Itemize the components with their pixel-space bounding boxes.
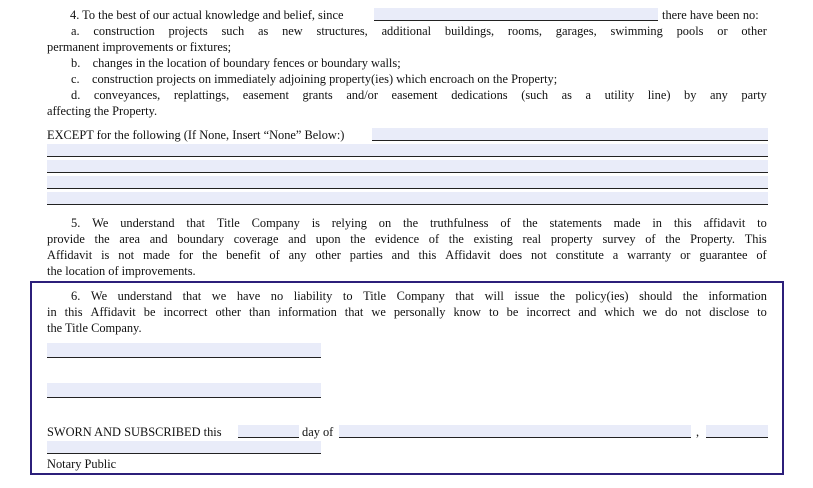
- except-field-2[interactable]: [47, 144, 768, 157]
- word: to: [757, 216, 767, 230]
- word: other: [741, 24, 767, 38]
- word: this: [64, 305, 83, 319]
- word: of: [500, 216, 511, 230]
- word: Property.: [690, 232, 736, 246]
- item5-line2: [47, 232, 767, 247]
- word: does: [499, 248, 523, 262]
- word: grants: [302, 88, 333, 102]
- word: understand: [117, 289, 173, 303]
- word: of: [269, 248, 280, 262]
- item4-d-line2: affecting the Property.: [47, 104, 158, 118]
- item4-b: b. changes in the location of boundary fences or boundary walls;: [71, 56, 401, 70]
- word: pools: [676, 24, 704, 38]
- word: to: [342, 289, 353, 303]
- item5-line1: [71, 216, 767, 231]
- word: provide: [47, 232, 85, 246]
- except-field-1[interactable]: [372, 128, 768, 141]
- word: easement: [391, 88, 438, 102]
- word: the: [448, 232, 464, 246]
- word: the: [549, 289, 565, 303]
- word: not: [118, 248, 135, 262]
- word: do: [665, 305, 678, 319]
- word: by: [684, 88, 697, 102]
- word: is: [101, 248, 110, 262]
- sworn-year-field[interactable]: [706, 425, 768, 438]
- word: party: [741, 88, 767, 102]
- word: for: [178, 248, 194, 262]
- except-field-4[interactable]: [47, 176, 768, 189]
- word: parties: [349, 248, 383, 262]
- word: is: [311, 216, 320, 230]
- word: information: [708, 289, 767, 303]
- word: real: [522, 232, 542, 246]
- word: additional: [381, 24, 432, 38]
- word: a.: [71, 24, 80, 38]
- word: we: [371, 305, 386, 319]
- item5-line4: the location of improvements.: [47, 264, 196, 278]
- sworn-day-of: day of: [302, 425, 334, 439]
- word: affidavit: [703, 216, 746, 230]
- word: incorrect: [163, 305, 208, 319]
- word: and: [578, 305, 597, 319]
- word: 5.: [71, 216, 81, 230]
- word: guarantee: [699, 248, 748, 262]
- word: the: [402, 216, 419, 230]
- word: and: [288, 232, 307, 246]
- word: line): [647, 88, 671, 102]
- sworn-month-field[interactable]: [339, 425, 691, 438]
- word: know: [453, 305, 482, 319]
- word: constitute: [555, 248, 604, 262]
- word: evidence: [375, 232, 420, 246]
- word: conveyances,: [93, 88, 161, 102]
- signature-field-1[interactable]: [47, 343, 321, 358]
- word: than: [248, 305, 271, 319]
- word: buildings,: [444, 24, 495, 38]
- word: existing: [473, 232, 513, 246]
- word: we: [642, 305, 658, 319]
- word: other: [215, 305, 241, 319]
- item6-line3: the Title Company.: [47, 321, 142, 335]
- word: not: [685, 305, 702, 319]
- word: have: [236, 289, 261, 303]
- word: relying: [331, 216, 367, 230]
- word: Company: [251, 216, 300, 230]
- word: to: [489, 305, 499, 319]
- word: be: [143, 305, 156, 319]
- word: other: [315, 248, 341, 262]
- word: coverage: [233, 232, 279, 246]
- word: construction: [93, 24, 155, 38]
- word: statements: [549, 216, 602, 230]
- word: this: [418, 248, 437, 262]
- word: garages,: [555, 24, 597, 38]
- item5-line3: [47, 248, 767, 263]
- word: disclose: [709, 305, 750, 319]
- word: information: [278, 305, 337, 319]
- word: This: [744, 232, 767, 246]
- since-date-field[interactable]: [374, 8, 658, 21]
- sworn-day-field[interactable]: [238, 425, 299, 438]
- word: property: [550, 232, 593, 246]
- word: swimming: [610, 24, 663, 38]
- word: such: [221, 24, 245, 38]
- word: that: [186, 216, 205, 230]
- word: no: [270, 289, 284, 303]
- word: be: [506, 305, 519, 319]
- word: that: [455, 289, 474, 303]
- word: survey: [602, 232, 636, 246]
- word: the: [350, 232, 366, 246]
- word: made: [142, 248, 170, 262]
- except-field-5[interactable]: [47, 192, 768, 205]
- word: Affidavit: [445, 248, 491, 262]
- word: a: [585, 88, 591, 102]
- word: a: [612, 248, 619, 262]
- word: projects: [168, 24, 208, 38]
- word: should: [639, 289, 673, 303]
- word: rooms,: [507, 24, 542, 38]
- word: Title: [216, 216, 240, 230]
- word: of: [756, 248, 767, 262]
- word: boundary: [177, 232, 225, 246]
- word: this: [673, 216, 692, 230]
- sworn-comma: ,: [696, 425, 700, 439]
- word: the: [665, 232, 681, 246]
- word: personally: [393, 305, 446, 319]
- word: made: [613, 216, 641, 230]
- notary-label: Notary Public: [47, 457, 117, 471]
- word: of: [645, 232, 656, 246]
- word: and: [149, 232, 168, 246]
- word: issue: [514, 289, 540, 303]
- word: in: [652, 216, 662, 230]
- word: replattings,: [173, 88, 230, 102]
- word: which: [604, 305, 635, 319]
- word: policy(ies): [575, 289, 629, 303]
- word: dedications: [451, 88, 508, 102]
- item4-d-line1: [71, 88, 767, 103]
- item6-line1: [71, 289, 767, 304]
- word: any: [288, 248, 307, 262]
- word: on: [378, 216, 392, 230]
- item4-c: c. construction projects on immediately adjoining property(ies) which encroach on the Property;: [71, 72, 558, 86]
- except-label: EXCEPT for the following (If None, Insert “None” Below:): [47, 128, 345, 142]
- word: structures,: [316, 24, 368, 38]
- item6-line2: [47, 305, 767, 320]
- word: benefit: [226, 248, 261, 262]
- word: of: [428, 232, 440, 246]
- word: area: [119, 232, 140, 246]
- word: or: [717, 24, 728, 38]
- word: or: [680, 248, 691, 262]
- word: that: [182, 289, 202, 303]
- word: d.: [71, 88, 81, 102]
- word: utility: [604, 88, 635, 102]
- signature-field-2[interactable]: [47, 383, 321, 398]
- word: that: [344, 305, 364, 319]
- item4-a-line1: [71, 24, 767, 39]
- word: the: [202, 248, 218, 262]
- word: not: [530, 248, 547, 262]
- word: understand: [120, 216, 175, 230]
- word: as: [561, 88, 572, 102]
- word: and: [391, 248, 410, 262]
- item4-tail: there have been no:: [662, 8, 759, 22]
- word: will: [484, 289, 504, 303]
- word: We: [92, 216, 109, 230]
- word: we: [211, 289, 227, 303]
- word: Title: [363, 289, 387, 303]
- word: the: [522, 216, 538, 230]
- word: 6.: [71, 289, 81, 303]
- word: new: [282, 24, 303, 38]
- item4-a-line2: permanent improvements or fixtures;: [47, 40, 232, 54]
- word: Affidavit: [47, 248, 93, 262]
- word: Company: [396, 289, 445, 303]
- word: warranty: [627, 248, 672, 262]
- word: liability: [293, 289, 333, 303]
- word: as: [257, 24, 269, 38]
- item4-intro: 4. To the best of our actual knowledge and belief, since: [70, 8, 344, 22]
- word: Affidavit: [90, 305, 136, 319]
- word: We: [90, 289, 108, 303]
- word: upon: [315, 232, 341, 246]
- word: any: [709, 88, 728, 102]
- sworn-label: SWORN AND SUBSCRIBED this: [47, 425, 222, 439]
- word: (such: [521, 88, 549, 102]
- word: and/or: [346, 88, 378, 102]
- word: easement: [242, 88, 289, 102]
- notary-signature-field[interactable]: [47, 441, 321, 454]
- word: the: [94, 232, 110, 246]
- word: in: [47, 305, 57, 319]
- word: incorrect: [526, 305, 571, 319]
- except-field-3[interactable]: [47, 160, 768, 173]
- word: truthfulness: [429, 216, 489, 230]
- word: the: [682, 289, 698, 303]
- word: to: [757, 305, 767, 319]
